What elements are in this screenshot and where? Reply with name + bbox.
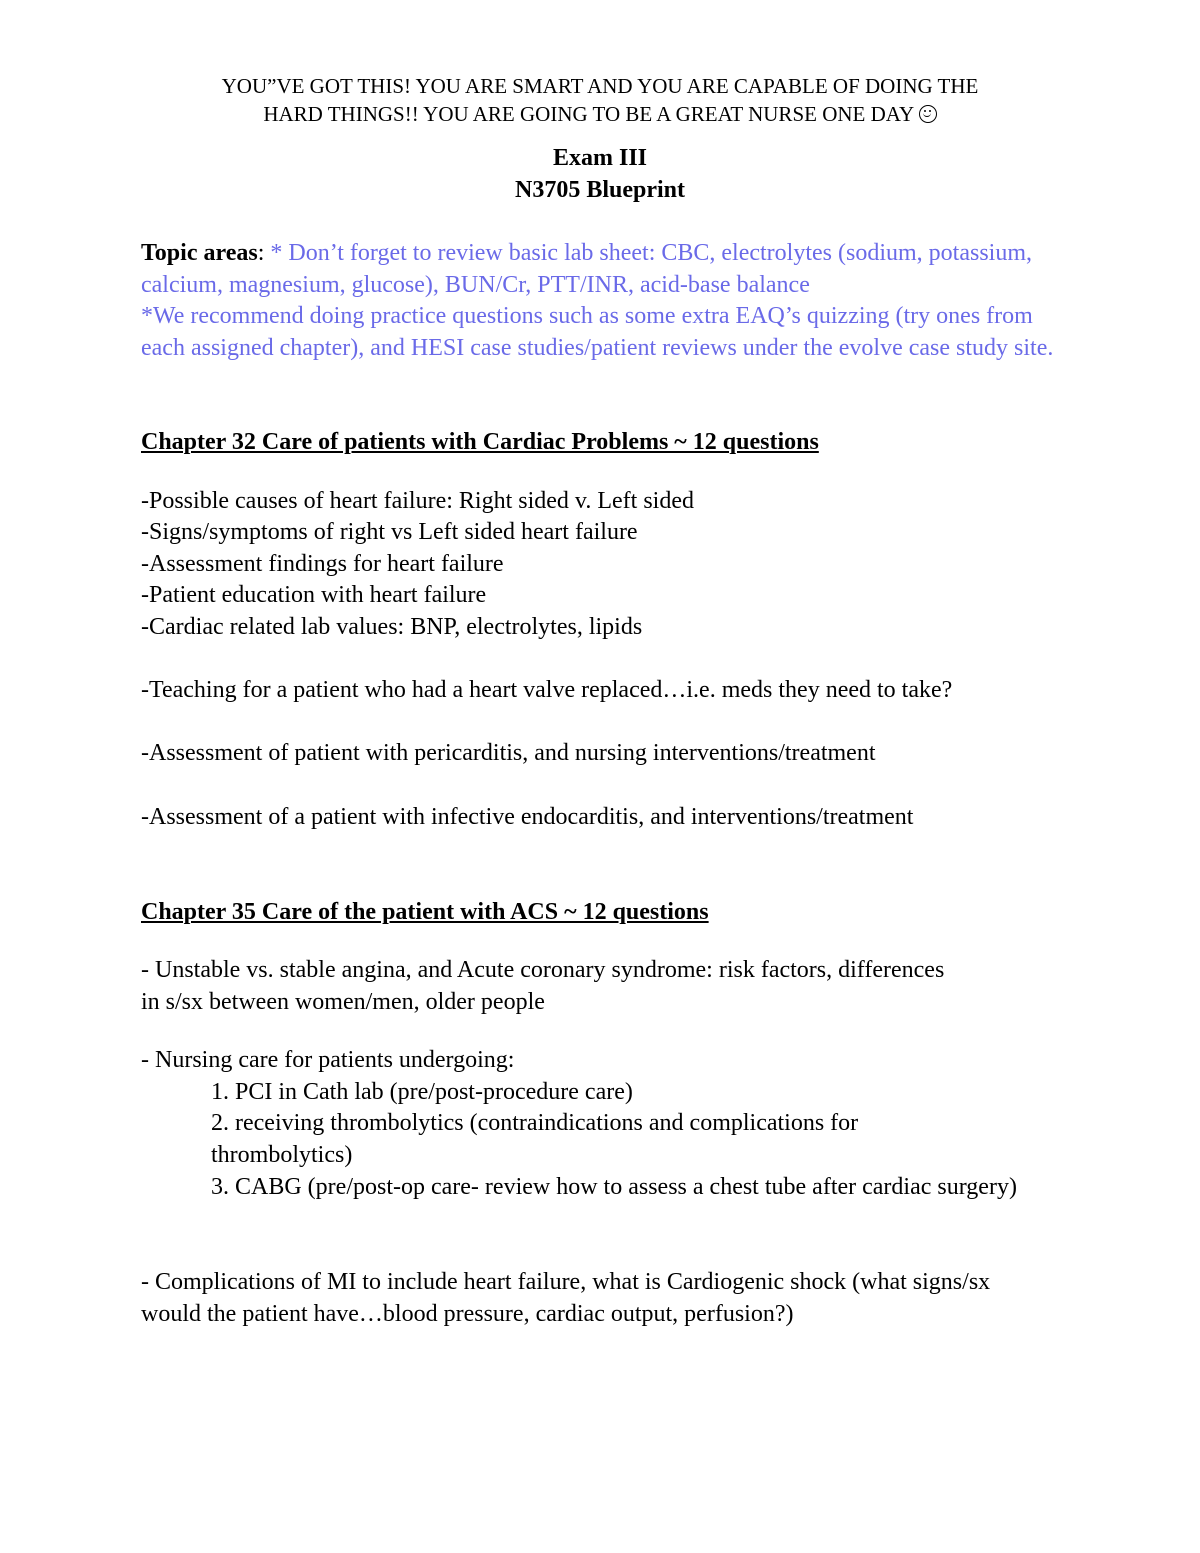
ch35-sub-item: 1. PCI in Cath lab (pre/post-procedure care): [211, 1079, 633, 1105]
practice-questions-note: *We recommend doing practice questions such as some extra EAQ’s quizzing (try ones from each assigned chapter), and HESI case studies/patient reviews under the evolve case study site.: [141, 303, 1054, 361]
motivational-banner: [100, 72, 1100, 128]
chapter-32-heading: Chapter 32 Care of patients with Cardiac Problems ~ 12 questions: [141, 429, 819, 455]
ch32-item: -Assessment of a patient with infective endocarditis, and interventions/treatment: [141, 804, 914, 830]
ch35-item: - Unstable vs. stable angina, and Acute coronary syndrome: risk factors, differences in s/sx between women/men, older people: [141, 957, 945, 1015]
banner-line-2-text: HARD THINGS!! YOU ARE GOING TO BE A GREAT NURSE ONE DAY: [263, 102, 914, 126]
ch35-sub-item: 3. CABG (pre/post-op care- review how to assess a chest tube after cardiac surgery): [211, 1174, 1017, 1200]
blueprint-title: N3705 Blueprint: [514, 177, 685, 203]
chapter-35-heading: Chapter 35 Care of the patient with ACS ~ 12 questions: [141, 899, 709, 925]
ch35-sub-item: 2. receiving thrombolytics (contraindications and complications for thrombolytics): [211, 1110, 859, 1168]
banner-line-1: YOU”VE GOT THIS! YOU ARE SMART AND YOU ARE CAPABLE OF DOING THE: [221, 74, 979, 98]
topic-areas-label: Topic areas: [141, 240, 258, 266]
exam-title: Exam III: [552, 145, 648, 171]
ch32-item: -Assessment findings for heart failure: [141, 551, 504, 577]
ch35-item: - Complications of MI to include heart failure, what is Cardiogenic shock (what signs/sx would the patient have…blood pressure, cardiac output, perfusion?): [141, 1269, 991, 1327]
ch35-item: - Nursing care for patients undergoing:: [141, 1047, 515, 1073]
topic-colon: :: [257, 240, 271, 266]
ch32-item: -Cardiac related lab values: BNP, electrolytes, lipids: [141, 614, 643, 640]
ch32-item: -Possible causes of heart failure: Right sided v. Left sided: [141, 488, 694, 514]
banner-line-2: [100, 100, 1100, 128]
lab-sheet-note: * Don’t forget to review basic lab sheet: CBC, electrolytes (sodium, potassium, calcium, magnesium, glucose), BUN/Cr, PTT/INR, acid-base balance: [141, 240, 1033, 298]
smiley-face-icon: [919, 105, 937, 123]
ch32-item: -Signs/symptoms of right vs Left sided heart failure: [141, 519, 638, 545]
ch32-item: -Teaching for a patient who had a heart valve replaced…i.e. meds they need to take?: [141, 677, 953, 703]
ch32-item: -Assessment of patient with pericarditis, and nursing interventions/treatment: [141, 740, 876, 766]
topic-areas: [141, 238, 1071, 364]
ch32-item: -Patient education with heart failure: [141, 582, 487, 608]
